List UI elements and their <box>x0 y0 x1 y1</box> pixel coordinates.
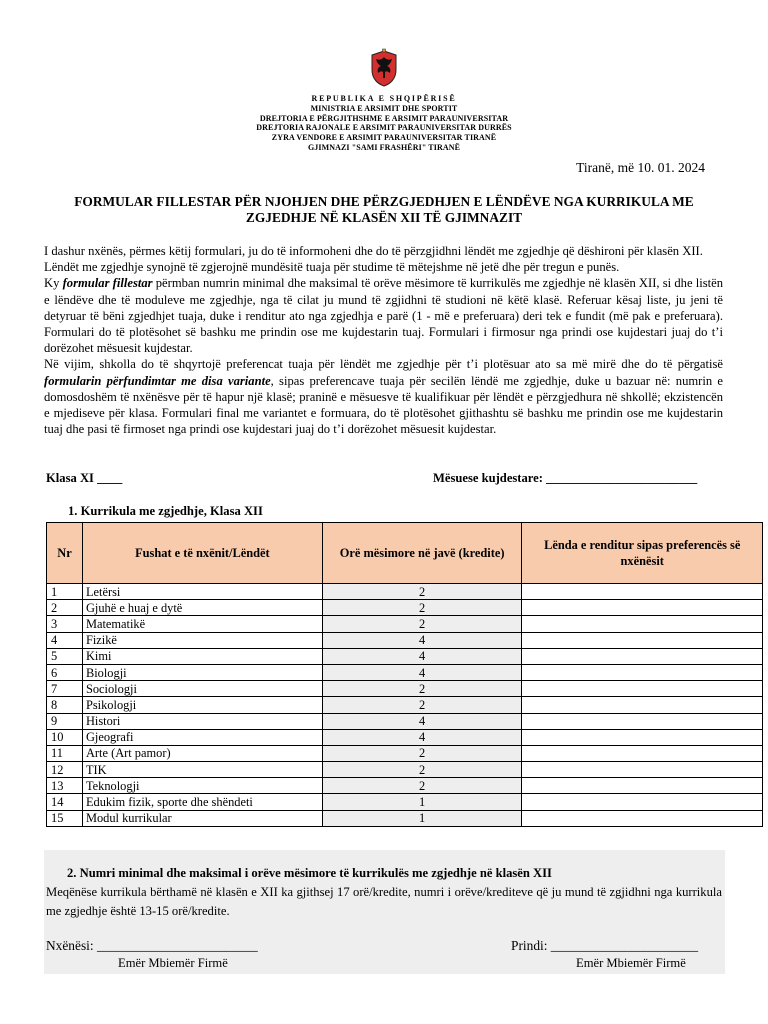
table-row <box>47 762 763 778</box>
row-preference-input[interactable] <box>522 810 763 826</box>
row-credits: 2 <box>322 745 522 761</box>
row-preference-input[interactable] <box>522 648 763 664</box>
row-subject: Arte (Art pamor) <box>82 745 322 761</box>
row-number: 2 <box>47 600 83 616</box>
row-number: 7 <box>47 681 83 697</box>
curriculum-table <box>46 522 763 827</box>
row-number: 3 <box>47 616 83 632</box>
institution-header <box>0 94 768 153</box>
row-credits: 4 <box>322 632 522 648</box>
row-number: 10 <box>47 729 83 745</box>
row-preference-input[interactable] <box>522 729 763 745</box>
row-credits: 2 <box>322 600 522 616</box>
document-date: Tiranë, më 10. 01. 2024 <box>576 160 705 175</box>
parent-signature-field[interactable]: Prindi: ______________________ <box>511 938 699 953</box>
row-preference-input[interactable] <box>522 762 763 778</box>
row-number: 4 <box>47 632 83 648</box>
row-credits: 4 <box>322 713 522 729</box>
section-2-text: Meqënëse kurrikula bërthamë në klasën e XII ka gjithsej 17 orë/kredite, numri i orëve/krediteve që ju mund të zgjidhni nga kurrikula me zgjedhje është 13-15 orë/kredite. <box>46 885 722 918</box>
table-row <box>47 713 763 729</box>
intro-p3-emphasis: formular fillestar <box>62 276 153 291</box>
intro-paragraph-3 <box>44 275 723 356</box>
row-subject: Biologji <box>82 664 322 680</box>
row-subject: Psikologji <box>82 697 322 713</box>
row-credits: 4 <box>322 664 522 680</box>
row-preference-input[interactable] <box>522 697 763 713</box>
student-signature-caption: Emër Mbiemër Firmë <box>118 956 228 970</box>
table-row <box>47 616 763 632</box>
header-school: GJIMNAZI "SAMI FRASHËRI" TIRANË <box>307 142 461 152</box>
row-subject: Histori <box>82 713 322 729</box>
row-subject: Kimi <box>82 648 322 664</box>
header-ministry: MINISTRIA E ARSIMIT DHE SPORTIT <box>310 103 458 113</box>
row-subject: Teknologji <box>82 778 322 794</box>
intro-paragraph-2: Lëndët me zgjedhje synojnë të zgjerojnë mundësitë tuaja për studime të mëtejshme në jetë dhe për tregun e punës. <box>44 260 620 275</box>
table-row <box>47 681 763 697</box>
column-header-subject: Fushat e të nxënit/Lëndët <box>82 523 322 584</box>
table-row <box>47 664 763 680</box>
column-header-preference: Lënda e renditur sipas preferencës së nxënësit <box>522 523 763 584</box>
row-credits: 2 <box>322 697 522 713</box>
row-credits: 2 <box>322 584 522 600</box>
row-subject: Sociologji <box>82 681 322 697</box>
table-row <box>47 729 763 745</box>
section-1-title: 1. Kurrikula me zgjedhje, Klasa XII <box>68 504 263 518</box>
intro-p3-rest: përmban numrin minimal dhe maksimal të orëve mësimore të kurrikulës me zgjedhje në klasën XII, si dhe listën e lëndëve dhe të moduleve me zgjedhje, nga të cilat ju mund të zgjidhni të studioni në këtë klasë. Referuar kësaj liste, ju jeni të detyruar të bëni zgjedhjet tuaja, duke i renditur ato nga zgjedhja e parë (1 - më e preferuara) deri tek e fundit (më pak e preferuara). Formulari do të plotësohet së bashku me prindin ose me kujdestarin tuaj. Formulari i firmosur nga prindi ose kujdestari juaj do t’i dorëzohet mësuesit kujdestar. <box>44 276 724 356</box>
column-header-nr: Nr <box>47 523 83 584</box>
row-preference-input[interactable] <box>522 632 763 648</box>
table-row <box>47 745 763 761</box>
row-preference-input[interactable] <box>522 600 763 616</box>
table-row <box>47 648 763 664</box>
row-number: 13 <box>47 778 83 794</box>
intro-paragraph-4 <box>44 356 723 437</box>
parent-signature-caption: Emër Mbiemër Firmë <box>576 956 686 970</box>
row-credits: 1 <box>322 794 522 810</box>
row-number: 12 <box>47 762 83 778</box>
class-field[interactable]: Klasa XI ____ <box>46 471 123 485</box>
table-row <box>47 810 763 826</box>
row-preference-input[interactable] <box>522 713 763 729</box>
table-row <box>47 632 763 648</box>
row-preference-input[interactable] <box>522 681 763 697</box>
albanian-eagle-emblem-icon <box>366 48 402 88</box>
class-teacher-row <box>46 471 722 486</box>
intro-p3-start: Ky <box>44 276 63 291</box>
row-subject: TIK <box>82 762 322 778</box>
row-subject: Fizikë <box>82 632 322 648</box>
row-number: 8 <box>47 697 83 713</box>
row-preference-input[interactable] <box>522 664 763 680</box>
table-row <box>47 778 763 794</box>
row-subject: Letërsi <box>82 584 322 600</box>
row-number: 11 <box>47 745 83 761</box>
row-preference-input[interactable] <box>522 778 763 794</box>
table-row <box>47 584 763 600</box>
column-header-credits: Orë mësimore në javë (kredite) <box>322 523 522 584</box>
row-credits: 4 <box>322 729 522 745</box>
row-number: 1 <box>47 584 83 600</box>
table-row <box>47 697 763 713</box>
intro-p4-emphasis: formularin përfundimtar me disa variante <box>44 373 271 388</box>
row-number: 6 <box>47 664 83 680</box>
section-2-title: 2. Numri minimal dhe maksimal i orëve mësimore të kurrikulës me zgjedhje në klasën XII <box>67 866 552 880</box>
table-row <box>47 794 763 810</box>
row-number: 14 <box>47 794 83 810</box>
form-title-line-1: FORMULAR FILLESTAR PËR NJOHJEN DHE PËRZGJEDHJEN E LËNDËVE NGA KURRIKULA ME <box>74 194 694 209</box>
row-preference-input[interactable] <box>522 794 763 810</box>
row-subject: Modul kurrikular <box>82 810 322 826</box>
curriculum-table-body <box>47 584 763 827</box>
section-2-box <box>44 850 725 974</box>
row-subject: Gjuhë e huaj e dytë <box>82 600 322 616</box>
row-credits: 1 <box>322 810 522 826</box>
intro-p4-start: Në vijim, shkolla do të shqyrtojë preferencat tuaja për lëndët me zgjedhje për t’i plotësuar ato sa më mirë dhe do të përgatisë <box>44 357 723 372</box>
student-signature-field[interactable]: Nxënësi: ________________________ <box>46 938 258 953</box>
row-credits: 4 <box>322 648 522 664</box>
row-number: 5 <box>47 648 83 664</box>
table-row <box>47 600 763 616</box>
row-preference-input[interactable] <box>522 616 763 632</box>
row-credits: 2 <box>322 778 522 794</box>
intro-p4-rest: , sipas preferencave tuaja për secilën lëndë me zgjedhje, duke u bazuar në: numrin e domosdoshëm të nxënësve për të hapur një klasë; praninë e mësuesve të kualifikuar për lëndët e përzgjedhura në shkollë; ekzistencën e mjediseve për klasa. Formulari final me variantet e formuara, do të plotësohet gjithashtu së bashku me prindin ose me kujdestarin tuaj dhe pasi të firmoset nga prindi ose kujdestari juaj do t’i dorëzohet mësuesit kujdestar. <box>44 373 723 437</box>
table-header-row <box>47 523 763 584</box>
homeroom-teacher-field[interactable]: Mësuese kujdestare: ________________________ <box>433 471 698 485</box>
intro-paragraph-1: I dashur nxënës, përmes këtij formulari, ju do të informoheni dhe do të përzgjidhni lëndët me zgjedhje që dëshironi për klasën XII. <box>44 244 703 258</box>
row-number: 15 <box>47 810 83 826</box>
row-credits: 2 <box>322 616 522 632</box>
row-subject: Matematikë <box>82 616 322 632</box>
header-republic: REPUBLIKA E SHQIPËRISË <box>311 94 457 103</box>
intro-text <box>44 243 723 437</box>
row-credits: 2 <box>322 681 522 697</box>
row-credits: 2 <box>322 762 522 778</box>
header-directorate-regional: DREJTORIA RAJONALE E ARSIMIT PARAUNIVERSITAR DURRËS <box>256 123 512 133</box>
form-title-line-2: ZGJEDHJE NË KLASËN XII TË GJIMNAZIT <box>245 210 523 225</box>
row-preference-input[interactable] <box>522 584 763 600</box>
row-preference-input[interactable] <box>522 745 763 761</box>
row-subject: Edukim fizik, sporte dhe shëndeti <box>82 794 322 810</box>
row-subject: Gjeografi <box>82 729 322 745</box>
header-local-office: ZYRA VENDORE E ARSIMIT PARAUNIVERSITAR TIRANË <box>271 133 497 143</box>
form-title <box>52 194 716 226</box>
row-number: 9 <box>47 713 83 729</box>
header-directorate-general: DREJTORIA E PËRGJITHSHME E ARSIMIT PARAUNIVERSITAR <box>259 113 509 123</box>
